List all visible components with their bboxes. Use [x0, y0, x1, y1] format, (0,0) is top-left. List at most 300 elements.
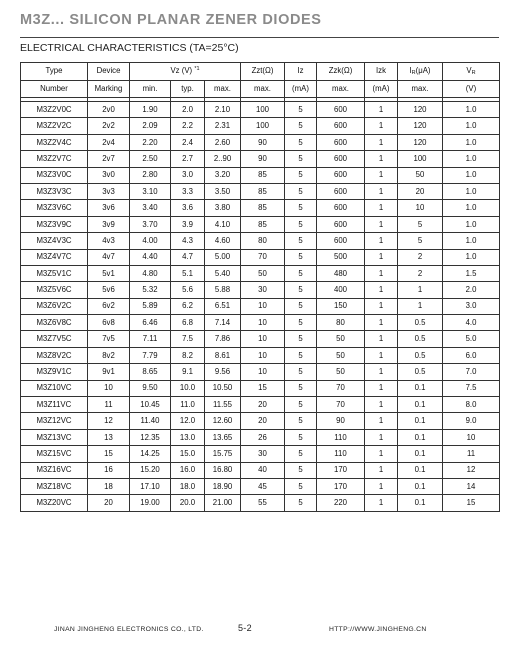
- title-divider: [20, 37, 499, 38]
- table-cell: 2.2: [171, 118, 205, 134]
- table-row: [21, 380, 500, 396]
- table-cell: 4.7: [171, 249, 205, 265]
- header-zzt: Zzt(Ω): [241, 63, 285, 81]
- header-vr: [443, 63, 500, 81]
- table-cell: 12: [443, 462, 500, 478]
- table-cell: 5.88: [205, 282, 241, 298]
- header-ir-unit: (μA): [415, 65, 431, 75]
- table-cell: 5: [285, 216, 317, 232]
- header-izk: Izk: [365, 63, 398, 81]
- table-cell: 2.7: [171, 151, 205, 167]
- table-cell: 19.00: [130, 495, 171, 511]
- table-cell: 1: [365, 478, 398, 494]
- subheader-cell: (V): [443, 80, 500, 98]
- table-row: [21, 167, 500, 183]
- table-cell: 1: [365, 282, 398, 298]
- table-cell: M3Z15VC: [21, 446, 88, 462]
- table-cell: 5.00: [205, 249, 241, 265]
- table-cell: M3Z13VC: [21, 429, 88, 445]
- table-cell: 26: [241, 429, 285, 445]
- table-cell: 0.5: [398, 364, 443, 380]
- table-cell: 11: [443, 446, 500, 462]
- table-cell: 5: [285, 397, 317, 413]
- table-cell: M3Z3V9C: [21, 216, 88, 232]
- table-cell: 1: [365, 200, 398, 216]
- table-cell: 100: [241, 102, 285, 118]
- table-cell: 3.9: [171, 216, 205, 232]
- table-cell: 2.20: [130, 134, 171, 150]
- table-cell: 10: [241, 364, 285, 380]
- table-cell: 100: [241, 118, 285, 134]
- table-cell: M3Z6V2C: [21, 298, 88, 314]
- table-cell: 7.86: [205, 331, 241, 347]
- table-cell: 7v5: [88, 331, 130, 347]
- table-cell: 1: [365, 397, 398, 413]
- header-iz: Iz: [285, 63, 317, 81]
- table-cell: 110: [317, 446, 365, 462]
- table-cell: 5: [285, 249, 317, 265]
- section-subtitle: ELECTRICAL CHARACTERISTICS (TA=25°C): [20, 42, 239, 54]
- table-cell: 13.0: [171, 429, 205, 445]
- table-cell: 70: [317, 397, 365, 413]
- table-cell: 600: [317, 183, 365, 199]
- table-cell: 7.11: [130, 331, 171, 347]
- table-cell: 120: [398, 134, 443, 150]
- table-cell: M3Z4V7C: [21, 249, 88, 265]
- table-cell: 1: [365, 315, 398, 331]
- table-cell: 0.5: [398, 331, 443, 347]
- table-cell: 2.50: [130, 151, 171, 167]
- table-cell: 1: [398, 282, 443, 298]
- subheader-cell: min.: [130, 80, 171, 98]
- table-cell: 5: [285, 429, 317, 445]
- table-cell: 1.0: [443, 233, 500, 249]
- table-cell: 14: [443, 478, 500, 494]
- table-cell: 5: [285, 167, 317, 183]
- table-cell: 120: [398, 118, 443, 134]
- table-cell: 8.0: [443, 397, 500, 413]
- subheader-cell: max.: [398, 80, 443, 98]
- table-row: [21, 200, 500, 216]
- table-cell: 5: [285, 265, 317, 281]
- table-cell: 5v6: [88, 282, 130, 298]
- table-cell: 9v1: [88, 364, 130, 380]
- table-row: [21, 495, 500, 511]
- footer-website: HTTP://WWW.JINGHENG.CN: [329, 626, 427, 633]
- table-cell: 85: [241, 216, 285, 232]
- table-cell: 400: [317, 282, 365, 298]
- table-cell: 1: [365, 347, 398, 363]
- table-cell: 3.10: [130, 183, 171, 199]
- table-cell: 4.00: [130, 233, 171, 249]
- table-cell: 1: [365, 167, 398, 183]
- table-cell: 12.35: [130, 429, 171, 445]
- table-cell: 90: [317, 413, 365, 429]
- table-cell: 5: [285, 478, 317, 494]
- header-ir: [398, 63, 443, 81]
- table-cell: 600: [317, 200, 365, 216]
- table-row: [21, 478, 500, 494]
- table-row: [21, 282, 500, 298]
- table-cell: 85: [241, 183, 285, 199]
- table-cell: 1.0: [443, 183, 500, 199]
- table-cell: M3Z20VC: [21, 495, 88, 511]
- table-cell: 1: [365, 233, 398, 249]
- table-cell: 0.1: [398, 446, 443, 462]
- table-cell: 2v4: [88, 134, 130, 150]
- subheader-cell: max.: [317, 80, 365, 98]
- table-cell: 5: [285, 183, 317, 199]
- table-cell: 4.10: [205, 216, 241, 232]
- table-cell: 1: [365, 462, 398, 478]
- table-cell: 18: [88, 478, 130, 494]
- table-row: [21, 134, 500, 150]
- table-cell: 5: [285, 315, 317, 331]
- table-cell: 0.1: [398, 413, 443, 429]
- table-row: [21, 331, 500, 347]
- table-row: [21, 315, 500, 331]
- table-cell: 40: [241, 462, 285, 478]
- subheader-cell: Marking: [88, 80, 130, 98]
- table-cell: M3Z16VC: [21, 462, 88, 478]
- table-cell: 5.0: [443, 331, 500, 347]
- table-cell: 9.56: [205, 364, 241, 380]
- table-cell: M3Z6V8C: [21, 315, 88, 331]
- table-cell: 10.50: [205, 380, 241, 396]
- table-cell: 1: [365, 446, 398, 462]
- table-cell: 1.0: [443, 216, 500, 232]
- table-cell: 90: [241, 134, 285, 150]
- table-row: [21, 216, 500, 232]
- table-cell: M3Z12VC: [21, 413, 88, 429]
- table-cell: 120: [398, 102, 443, 118]
- table-cell: 17.10: [130, 478, 171, 494]
- table-cell: 15: [443, 495, 500, 511]
- table-cell: 6v8: [88, 315, 130, 331]
- table-cell: 1: [365, 429, 398, 445]
- table-cell: 4v7: [88, 249, 130, 265]
- table-cell: 2v2: [88, 118, 130, 134]
- table-cell: 6.0: [443, 347, 500, 363]
- header-vr-main: V: [466, 65, 472, 75]
- table-cell: 1: [365, 298, 398, 314]
- table-cell: 10: [241, 315, 285, 331]
- subheader-cell: (mA): [285, 80, 317, 98]
- table-row: [21, 183, 500, 199]
- table-cell: 50: [241, 265, 285, 281]
- table-cell: 10: [241, 298, 285, 314]
- table-cell: 12: [88, 413, 130, 429]
- table-cell: 6.2: [171, 298, 205, 314]
- table-cell: 85: [241, 167, 285, 183]
- table-cell: 5v1: [88, 265, 130, 281]
- table-cell: 1: [398, 298, 443, 314]
- table-cell: M3Z2V4C: [21, 134, 88, 150]
- table-cell: 9.1: [171, 364, 205, 380]
- header-vz-note: *1: [194, 66, 200, 73]
- table-cell: 600: [317, 233, 365, 249]
- table-cell: 6v2: [88, 298, 130, 314]
- table-cell: 0.1: [398, 380, 443, 396]
- table-cell: 3v6: [88, 200, 130, 216]
- table-cell: 3.40: [130, 200, 171, 216]
- footer-page-number: 5-2: [238, 623, 252, 633]
- table-row: [21, 298, 500, 314]
- table-cell: 20.0: [171, 495, 205, 511]
- table-cell: 1.0: [443, 167, 500, 183]
- table-cell: 150: [317, 298, 365, 314]
- table-cell: 2.4: [171, 134, 205, 150]
- table-cell: 100: [398, 151, 443, 167]
- table-cell: 10: [443, 429, 500, 445]
- table-cell: 3v0: [88, 167, 130, 183]
- table-cell: 10.45: [130, 397, 171, 413]
- table-cell: 18.90: [205, 478, 241, 494]
- table-cell: 0.1: [398, 478, 443, 494]
- table-cell: 2..90: [205, 151, 241, 167]
- table-cell: 2.0: [171, 102, 205, 118]
- table-cell: 2.31: [205, 118, 241, 134]
- table-cell: 1: [365, 183, 398, 199]
- table-cell: 14.25: [130, 446, 171, 462]
- table-cell: 15: [241, 380, 285, 396]
- table-cell: 3.3: [171, 183, 205, 199]
- table-cell: 0.1: [398, 495, 443, 511]
- table-cell: 2.0: [443, 282, 500, 298]
- table-cell: M3Z5V1C: [21, 265, 88, 281]
- table-cell: 1: [365, 151, 398, 167]
- table-cell: 600: [317, 134, 365, 150]
- subheader-cell: Number: [21, 80, 88, 98]
- table-cell: 16.0: [171, 462, 205, 478]
- table-cell: 80: [317, 315, 365, 331]
- table-row: [21, 102, 500, 118]
- table-cell: 9.0: [443, 413, 500, 429]
- table-cell: 30: [241, 446, 285, 462]
- table-cell: 170: [317, 462, 365, 478]
- table-cell: 3.50: [205, 183, 241, 199]
- table-cell: 1: [365, 134, 398, 150]
- table-cell: 10: [241, 347, 285, 363]
- table-cell: M3Z8V2C: [21, 347, 88, 363]
- table-cell: 0.5: [398, 315, 443, 331]
- table-row: [21, 364, 500, 380]
- table-cell: 50: [398, 167, 443, 183]
- table-cell: 20: [241, 413, 285, 429]
- table-cell: 2.80: [130, 167, 171, 183]
- table-cell: 7.14: [205, 315, 241, 331]
- table-cell: 16: [88, 462, 130, 478]
- table-cell: 3.0: [443, 298, 500, 314]
- table-cell: 2.60: [205, 134, 241, 150]
- table-cell: 1: [365, 495, 398, 511]
- table-cell: 8v2: [88, 347, 130, 363]
- table-cell: 1.5: [443, 265, 500, 281]
- table-row: [21, 413, 500, 429]
- table-cell: M3Z3V3C: [21, 183, 88, 199]
- table-cell: 6.46: [130, 315, 171, 331]
- table-cell: 5: [285, 151, 317, 167]
- table-cell: 15.75: [205, 446, 241, 462]
- table-cell: 50: [317, 364, 365, 380]
- table-cell: 4.60: [205, 233, 241, 249]
- table-cell: 0.1: [398, 462, 443, 478]
- table-cell: 600: [317, 151, 365, 167]
- table-row: [21, 265, 500, 281]
- table-cell: 5.32: [130, 282, 171, 298]
- table-cell: 7.5: [171, 331, 205, 347]
- table-cell: 500: [317, 249, 365, 265]
- table-cell: 1.90: [130, 102, 171, 118]
- table-row: [21, 429, 500, 445]
- table-cell: 2: [398, 249, 443, 265]
- table-cell: 1: [365, 249, 398, 265]
- table-cell: 5: [285, 364, 317, 380]
- table-cell: 5: [285, 282, 317, 298]
- table-cell: 220: [317, 495, 365, 511]
- table-cell: 12.60: [205, 413, 241, 429]
- table-cell: 4.3: [171, 233, 205, 249]
- table-cell: 1: [365, 265, 398, 281]
- table-cell: 170: [317, 478, 365, 494]
- subheader-cell: max.: [241, 80, 285, 98]
- table-cell: 15: [88, 446, 130, 462]
- table-cell: 2: [398, 265, 443, 281]
- table-cell: 7.5: [443, 380, 500, 396]
- table-cell: 5.89: [130, 298, 171, 314]
- table-cell: 5: [285, 233, 317, 249]
- table-cell: 8.65: [130, 364, 171, 380]
- table-cell: 600: [317, 102, 365, 118]
- table-cell: 80: [241, 233, 285, 249]
- document-title: M3Z... SILICON PLANAR ZENER DIODES: [20, 12, 322, 28]
- table-cell: 5: [285, 413, 317, 429]
- table-cell: 10: [398, 200, 443, 216]
- table-cell: 11: [88, 397, 130, 413]
- table-cell: M3Z3V6C: [21, 200, 88, 216]
- table-cell: 5: [285, 462, 317, 478]
- table-cell: M3Z18VC: [21, 478, 88, 494]
- table-cell: 2v7: [88, 151, 130, 167]
- table-cell: 11.55: [205, 397, 241, 413]
- header-ir-main: I: [409, 65, 412, 75]
- table-cell: 9.50: [130, 380, 171, 396]
- subheader-cell: typ.: [171, 80, 205, 98]
- table-cell: 15.0: [171, 446, 205, 462]
- table-row: [21, 462, 500, 478]
- electrical-characteristics-table: [20, 62, 500, 512]
- table-cell: 15.20: [130, 462, 171, 478]
- table-row: [21, 347, 500, 363]
- table-cell: 1: [365, 364, 398, 380]
- table-cell: 16.80: [205, 462, 241, 478]
- table-cell: 4v3: [88, 233, 130, 249]
- table-cell: 13: [88, 429, 130, 445]
- table-cell: M3Z9V1C: [21, 364, 88, 380]
- table-cell: 2.09: [130, 118, 171, 134]
- table-cell: 3.70: [130, 216, 171, 232]
- table-cell: M3Z3V0C: [21, 167, 88, 183]
- table-cell: 110: [317, 429, 365, 445]
- table-cell: M3Z7V5C: [21, 331, 88, 347]
- table-cell: 20: [88, 495, 130, 511]
- subheader-cell: (mA): [365, 80, 398, 98]
- table-cell: 1.0: [443, 249, 500, 265]
- table-cell: M3Z5V6C: [21, 282, 88, 298]
- table-cell: 1.0: [443, 134, 500, 150]
- table-cell: 3v3: [88, 183, 130, 199]
- table-cell: M3Z2V7C: [21, 151, 88, 167]
- table-cell: 5: [285, 446, 317, 462]
- table-cell: 480: [317, 265, 365, 281]
- table-cell: 1.0: [443, 102, 500, 118]
- table-cell: 600: [317, 167, 365, 183]
- table-cell: 5: [285, 200, 317, 216]
- table-cell: 50: [317, 347, 365, 363]
- table-cell: 3.20: [205, 167, 241, 183]
- table-cell: 1: [365, 380, 398, 396]
- table-cell: 1.0: [443, 151, 500, 167]
- table-cell: 1: [365, 118, 398, 134]
- table-cell: 70: [317, 380, 365, 396]
- table-cell: 5: [285, 118, 317, 134]
- table-cell: 2v0: [88, 102, 130, 118]
- table-row: [21, 118, 500, 134]
- table-cell: 4.40: [130, 249, 171, 265]
- table-cell: M3Z11VC: [21, 397, 88, 413]
- table-cell: 5.1: [171, 265, 205, 281]
- table-cell: 10: [88, 380, 130, 396]
- table-header-row: [21, 63, 500, 81]
- table-cell: 5.40: [205, 265, 241, 281]
- table-cell: 11.40: [130, 413, 171, 429]
- table-cell: 4.80: [130, 265, 171, 281]
- header-zzk: Zzk(Ω): [317, 63, 365, 81]
- table-cell: 11.0: [171, 397, 205, 413]
- table-cell: 20: [398, 183, 443, 199]
- table-row: [21, 249, 500, 265]
- table-cell: M3Z4V3C: [21, 233, 88, 249]
- table-cell: M3Z2V2C: [21, 118, 88, 134]
- table-cell: 5: [285, 102, 317, 118]
- table-cell: 20: [241, 397, 285, 413]
- table-cell: 30: [241, 282, 285, 298]
- table-cell: M3Z2V0C: [21, 102, 88, 118]
- table-cell: 3.0: [171, 167, 205, 183]
- table-cell: 21.00: [205, 495, 241, 511]
- table-cell: 6.51: [205, 298, 241, 314]
- table-cell: 8.61: [205, 347, 241, 363]
- table-cell: M3Z10VC: [21, 380, 88, 396]
- table-cell: 50: [317, 331, 365, 347]
- table-row: [21, 233, 500, 249]
- table-cell: 8.2: [171, 347, 205, 363]
- table-cell: 10.0: [171, 380, 205, 396]
- footer-company: JINAN JINGHENG ELECTRONICS CO., LTD.: [54, 626, 204, 633]
- table-cell: 85: [241, 200, 285, 216]
- table-cell: 12.0: [171, 413, 205, 429]
- table-cell: 5: [398, 233, 443, 249]
- table-row: [21, 151, 500, 167]
- table-cell: 90: [241, 151, 285, 167]
- table-subheader-row: [21, 80, 500, 98]
- table-cell: 600: [317, 118, 365, 134]
- table-cell: 18.0: [171, 478, 205, 494]
- header-vr-sub: R: [471, 69, 476, 76]
- table-cell: 4.0: [443, 315, 500, 331]
- header-device: Device: [88, 63, 130, 81]
- table-cell: 5: [285, 134, 317, 150]
